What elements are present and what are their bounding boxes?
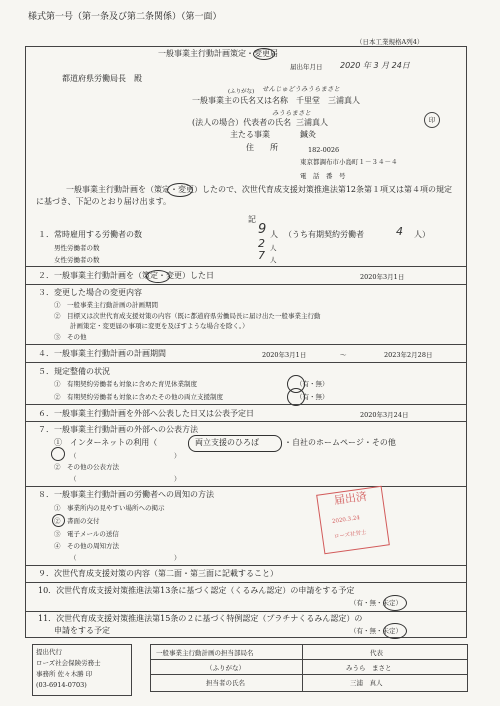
- divider: [25, 404, 466, 405]
- item7-hiroba-circle: [188, 435, 282, 452]
- item1-female: 7: [258, 249, 265, 262]
- table-name-label: 担当者の氏名: [206, 679, 245, 687]
- address-value: 東京都調布市小島町１－３４－４: [300, 158, 398, 166]
- form-title: 一般事業主行動計画策定・変更届: [158, 49, 278, 58]
- item5-opt1: ① 有期契約労働者も対象に含めた育児休業制度: [54, 380, 197, 388]
- agent-line2: ローズ社会保険労務士: [36, 659, 101, 667]
- applicant-name: 千里堂 三浦真人: [296, 96, 360, 105]
- item3-opt2a: ② 目標又は次世代育成支援対策の内容（既に都道府県労働局長に届け出た一般事業主行動: [54, 312, 321, 320]
- item10-mitei-circle: [383, 595, 407, 611]
- item7-label: ７．一般事業主行動計画の外部への公表方法: [38, 425, 198, 434]
- table-dept-value: 代表: [370, 649, 383, 657]
- item8-opt2-circle: [52, 514, 65, 527]
- rep-name: 三浦真人: [296, 118, 328, 127]
- form-id: 様式第一号（第一条及び第二条関係）（第一面）: [28, 12, 222, 22]
- item7-opt2: ② その他の公表方法: [54, 463, 119, 471]
- divider: [25, 266, 466, 267]
- postal-code: 182-0026: [308, 146, 340, 154]
- item2-sakutei-circle: [146, 270, 170, 283]
- table-col-rule: [302, 644, 303, 691]
- item1-unit: 人: [270, 230, 278, 239]
- furigana-label: (ふりがな): [228, 89, 255, 95]
- item2-date: 2020年3月1日: [360, 273, 405, 281]
- item11-label: 11．次世代育成支援対策推進法第15条の２に基づく特例認定（プラチナくるみん認定）の: [38, 614, 363, 623]
- item10-yn: （有・無・未定）: [350, 599, 402, 607]
- table-name-value: 三浦 真人: [350, 679, 383, 687]
- address-label: 住 所: [246, 143, 278, 152]
- item10-label: 10．次世代育成支援対策推進法第13条に基づく認定（くるみん認定）の申請をする予定: [38, 586, 355, 595]
- item1-male: 2: [258, 237, 265, 250]
- table-furigana-value: みうら まさと: [346, 664, 392, 672]
- item5-label: ５．規定整備の状況: [38, 367, 110, 376]
- item8-opt1: ① 事業所内の見やすい場所への掲示: [54, 504, 165, 512]
- divider: [25, 486, 466, 487]
- item4-start: 2020年3月1日: [262, 351, 307, 359]
- table-furigana-label: （ふりがな）: [206, 664, 245, 672]
- item8-opt4: ④ その他の周知方法: [54, 542, 119, 550]
- divider: [25, 582, 466, 583]
- stamp-office: ローズ社労士: [333, 529, 367, 541]
- item7-opt1b: 両立支援のひろば: [195, 438, 259, 447]
- table-dept-label: 一般事業主行動計画の担当部局名: [156, 649, 254, 657]
- item7-opt1a: ① インターネットの利用（: [54, 438, 158, 447]
- item1-female-label: 女性労働者の数: [54, 256, 100, 264]
- item3-opt2b: 計画策定・変更届の事項に変更を及ぼすような場合を除く。）: [70, 322, 249, 330]
- item1-total: 9: [258, 222, 267, 237]
- item8-label: ８．一般事業主行動計画の労働者への周知の方法: [38, 490, 214, 499]
- item1-male-label: 男性労働者の数: [54, 244, 100, 252]
- divider: [25, 362, 466, 363]
- table-rule: [150, 659, 467, 660]
- table-rule: [150, 674, 467, 675]
- agent-line4: (03-6914-0703): [36, 681, 87, 689]
- item5-opt2-yn: （有・無）: [296, 393, 329, 401]
- item11-yn: （有・無・未定）: [350, 627, 402, 635]
- item1-fixed: 4: [396, 225, 403, 238]
- stamp-title: 届出済: [333, 489, 368, 508]
- item3-opt3: ③ その他: [54, 333, 87, 341]
- item4-label: ４．一般事業主行動計画の計画期間: [38, 349, 166, 358]
- item2-label: ２．一般事業主行動計画を（策定・変更）した日: [38, 271, 214, 280]
- item6-date: 2020年3月24日: [360, 411, 409, 419]
- seal-mark: 印: [424, 112, 440, 128]
- intro-text: 一般事業主行動計画を（策定・変更）したので、次世代育成支援対策推進法第12条第１項又は第４項の規定に基づき、下記のとおり届け出ます。: [36, 185, 453, 206]
- item5-opt1-yn: （有・無）: [296, 380, 329, 388]
- item1-fixed-label: （うち有期契約労働者: [284, 230, 364, 239]
- divider: [25, 284, 466, 285]
- rep-furigana: みうらまさと: [272, 109, 311, 117]
- item11-mitei-circle: [383, 623, 407, 639]
- item8-opt3: ③ 電子メールの送信: [54, 530, 119, 538]
- item1-label: １．常時雇用する労働者の数: [38, 230, 142, 239]
- item1-male-unit: 人: [270, 244, 277, 252]
- item5-opt2: ② 有期契約労働者も対象に含めたその他の両立支援制度: [54, 393, 223, 401]
- title-sakutei-circle: [253, 48, 275, 60]
- divider: [25, 421, 466, 422]
- divider: [25, 611, 466, 612]
- date-label: 届出年月日: [290, 63, 323, 71]
- rep-label: (法人の場合）代表者の氏名: [192, 118, 292, 127]
- item7-opt2b: （ ）: [70, 475, 181, 483]
- name-furigana: せんじゅどうみうらまさと: [262, 85, 340, 93]
- stamp-date: 2020.3.24: [331, 515, 361, 525]
- business-label: 主たる事業: [230, 130, 270, 139]
- item7-opt1c: ・自社のホームページ・その他: [284, 438, 396, 447]
- standard-note: （日本工業規格A列4）: [356, 38, 424, 46]
- divider: [25, 344, 466, 345]
- item4-tilde: ～: [340, 351, 347, 359]
- item3-label: ３．変更した場合の変更内容: [38, 288, 142, 297]
- item11-label2: 申請をする予定: [54, 626, 110, 635]
- item4-end: 2023年2月28日: [384, 351, 433, 359]
- business-value: 鍼灸: [300, 130, 316, 139]
- ki-label: 記: [248, 215, 256, 224]
- name-label: 一般事業主の氏名又は名称: [192, 96, 288, 105]
- date-value: 2020 年 3 月 24日: [340, 61, 410, 70]
- item3-opt1: ① 一般事業主行動計画の計画期間: [54, 301, 158, 309]
- item9-label: ９．次世代育成支援対策の内容（第二面・第三面に記載すること）: [38, 569, 278, 578]
- item8-opt2: ② 書面の交付: [54, 517, 100, 525]
- item6-label: ６．一般事業主行動計画を外部へ公表した日又は公表予定日: [38, 409, 254, 418]
- item1-fixed-unit: 人）: [414, 230, 430, 239]
- item7-opt1d: （ ）: [70, 452, 181, 460]
- item7-opt1-circle: [51, 447, 65, 461]
- divider: [25, 565, 466, 566]
- addressee: 都道府県労働局長 殿: [62, 74, 142, 83]
- item1-female-unit: 人: [270, 256, 277, 264]
- intro-sakutei-circle: [167, 183, 193, 197]
- phone-label: 電 話 番 号: [300, 172, 346, 180]
- item8-opt4b: （ ）: [70, 554, 181, 562]
- agent-line1: 提出代行: [36, 648, 62, 656]
- agent-line3: 事務所 佐々木勝 印: [36, 670, 93, 678]
